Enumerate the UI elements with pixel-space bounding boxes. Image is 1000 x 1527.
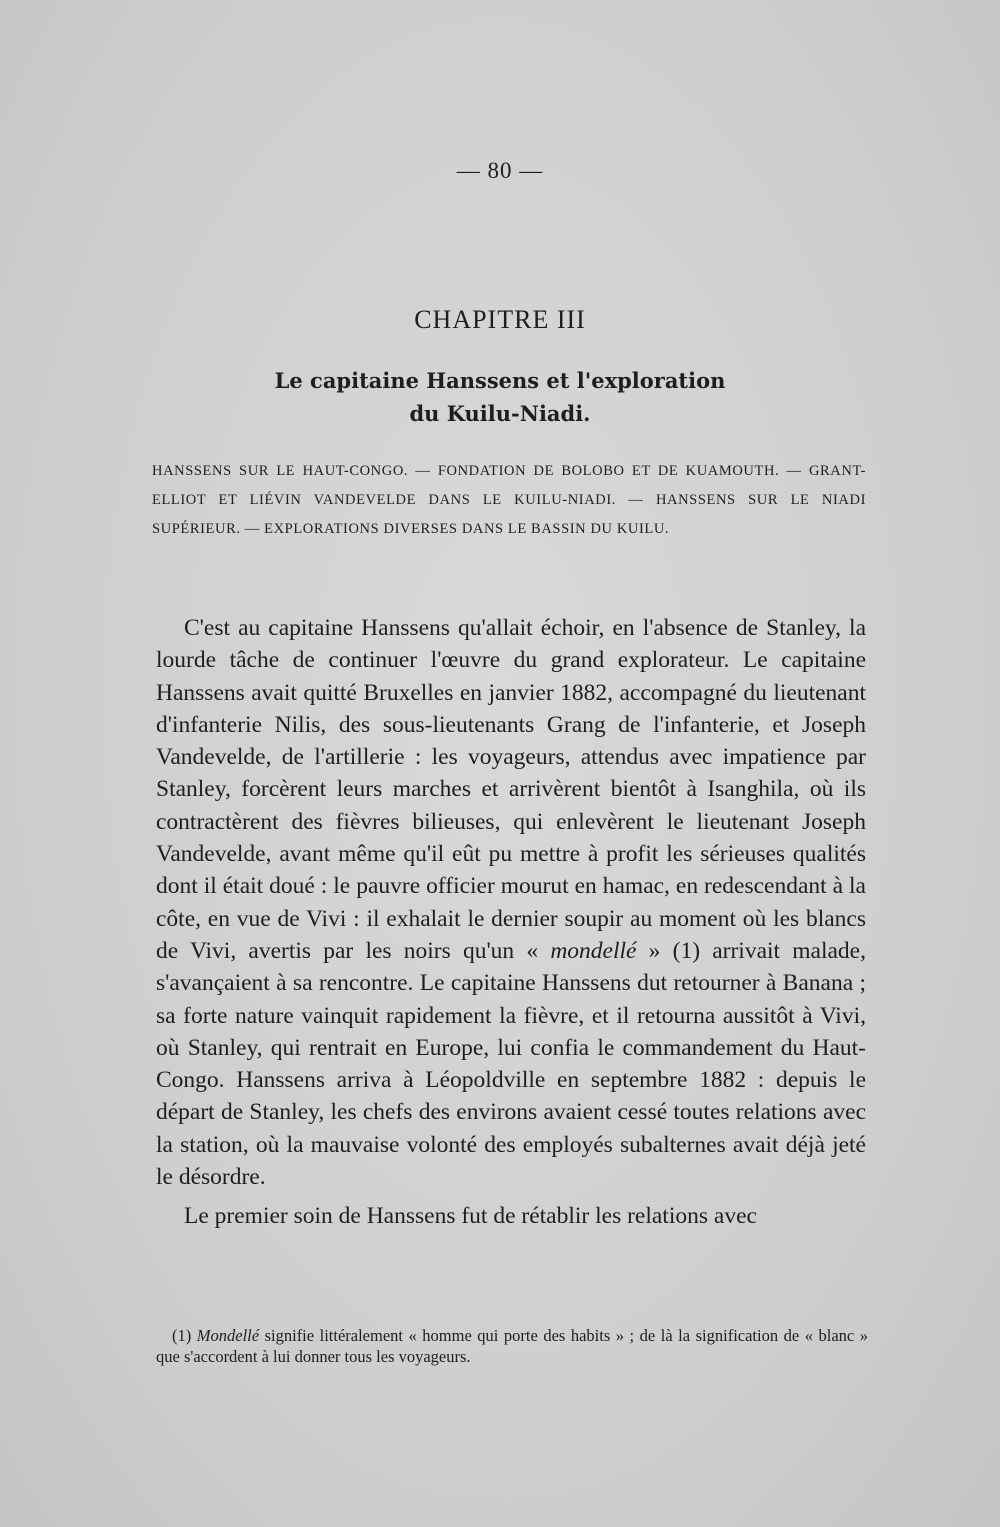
page-number: — 80 —	[456, 158, 544, 183]
paragraph-2: Le premier soin de Hanssens fut de rétablir les relations avec	[184, 1203, 757, 1230]
footnote-italic-term: Mondellé	[196, 1326, 260, 1345]
paragraph-1-italic-term: mondellé	[550, 937, 637, 964]
paragraph-1-text-b: » (1) arrivait malade, s'avançaient à sa rencontre. Le capitaine Hanssens dut retourner à Banana ; sa forte nature vainquit rapidement la fièvre, et il retourna aussitôt à Vivi, où Stanley, qui rentrait en Europe, lui confia le commandement du Haut-Congo. Hanssens arriva à Léopoldville en septembre 1882 : depuis le départ de Stanley, les chefs des environs avaient cessé toutes relations avec la station, où la mauvaise volonté des employés subalternes avait déjà jeté le désordre.	[156, 937, 866, 1191]
paragraph-1	[156, 612, 866, 1193]
chapter-subtitle-line-2: du Kuilu-Niadi.	[409, 401, 591, 426]
chapter-summary: HANSSENS SUR LE HAUT-CONGO. — FONDATION DE BOLOBO ET DE KUAMOUTH. — GRANT-ELLIOT ET LIÉVIN VANDEVELDE DANS LE KUILU-NIADI. — HANSSENS SUR LE NIADI SUPÉRIEUR. — EXPLORATIONS DIVERSES DANS LE BASSIN DU KUILU.	[152, 463, 866, 537]
chapter-subtitle-line-1: Le capitaine Hanssens et l'exploration	[274, 368, 726, 393]
footnote	[156, 1325, 868, 1367]
footnote-marker: (1)	[172, 1326, 197, 1345]
chapter-subtitle	[200, 364, 800, 430]
chapter-title: CHAPITRE III	[414, 305, 586, 334]
footnote-text: signifie littéralement « homme qui porte des habits » ; de là la signification de « blanc » que s'accordent à lui donner tous les voyageurs.	[156, 1326, 868, 1366]
paragraph-1-text-a: C'est au capitaine Hanssens qu'allait échoir, en l'absence de Stanley, la lourde tâche de continuer l'œuvre du grand explorateur. Le capitaine Hanssens avait quitté Bruxelles en janvier 1882, accompagné du lieutenant d'infanterie Nilis, des sous-lieutenants Grang de l'infanterie, et Joseph Vandevelde, de l'artillerie : les voyageurs, attendus avec impatience par Stanley, forcèrent leurs marches et arrivèrent bientôt à Isanghila, où ils contractèrent des fièvres bilieuses, qui enlevèrent le lieutenant Joseph Vandevelde, avant même qu'il eût pu mettre à profit les sérieuses qualités dont il était doué : le pauvre officier mourut en hamac, en redescendant à la côte, en vue de Vivi : il exhalait le dernier soupir au moment où les blancs de Vivi, avertis par les noirs qu'un «	[156, 615, 866, 964]
body-text	[156, 612, 866, 1233]
